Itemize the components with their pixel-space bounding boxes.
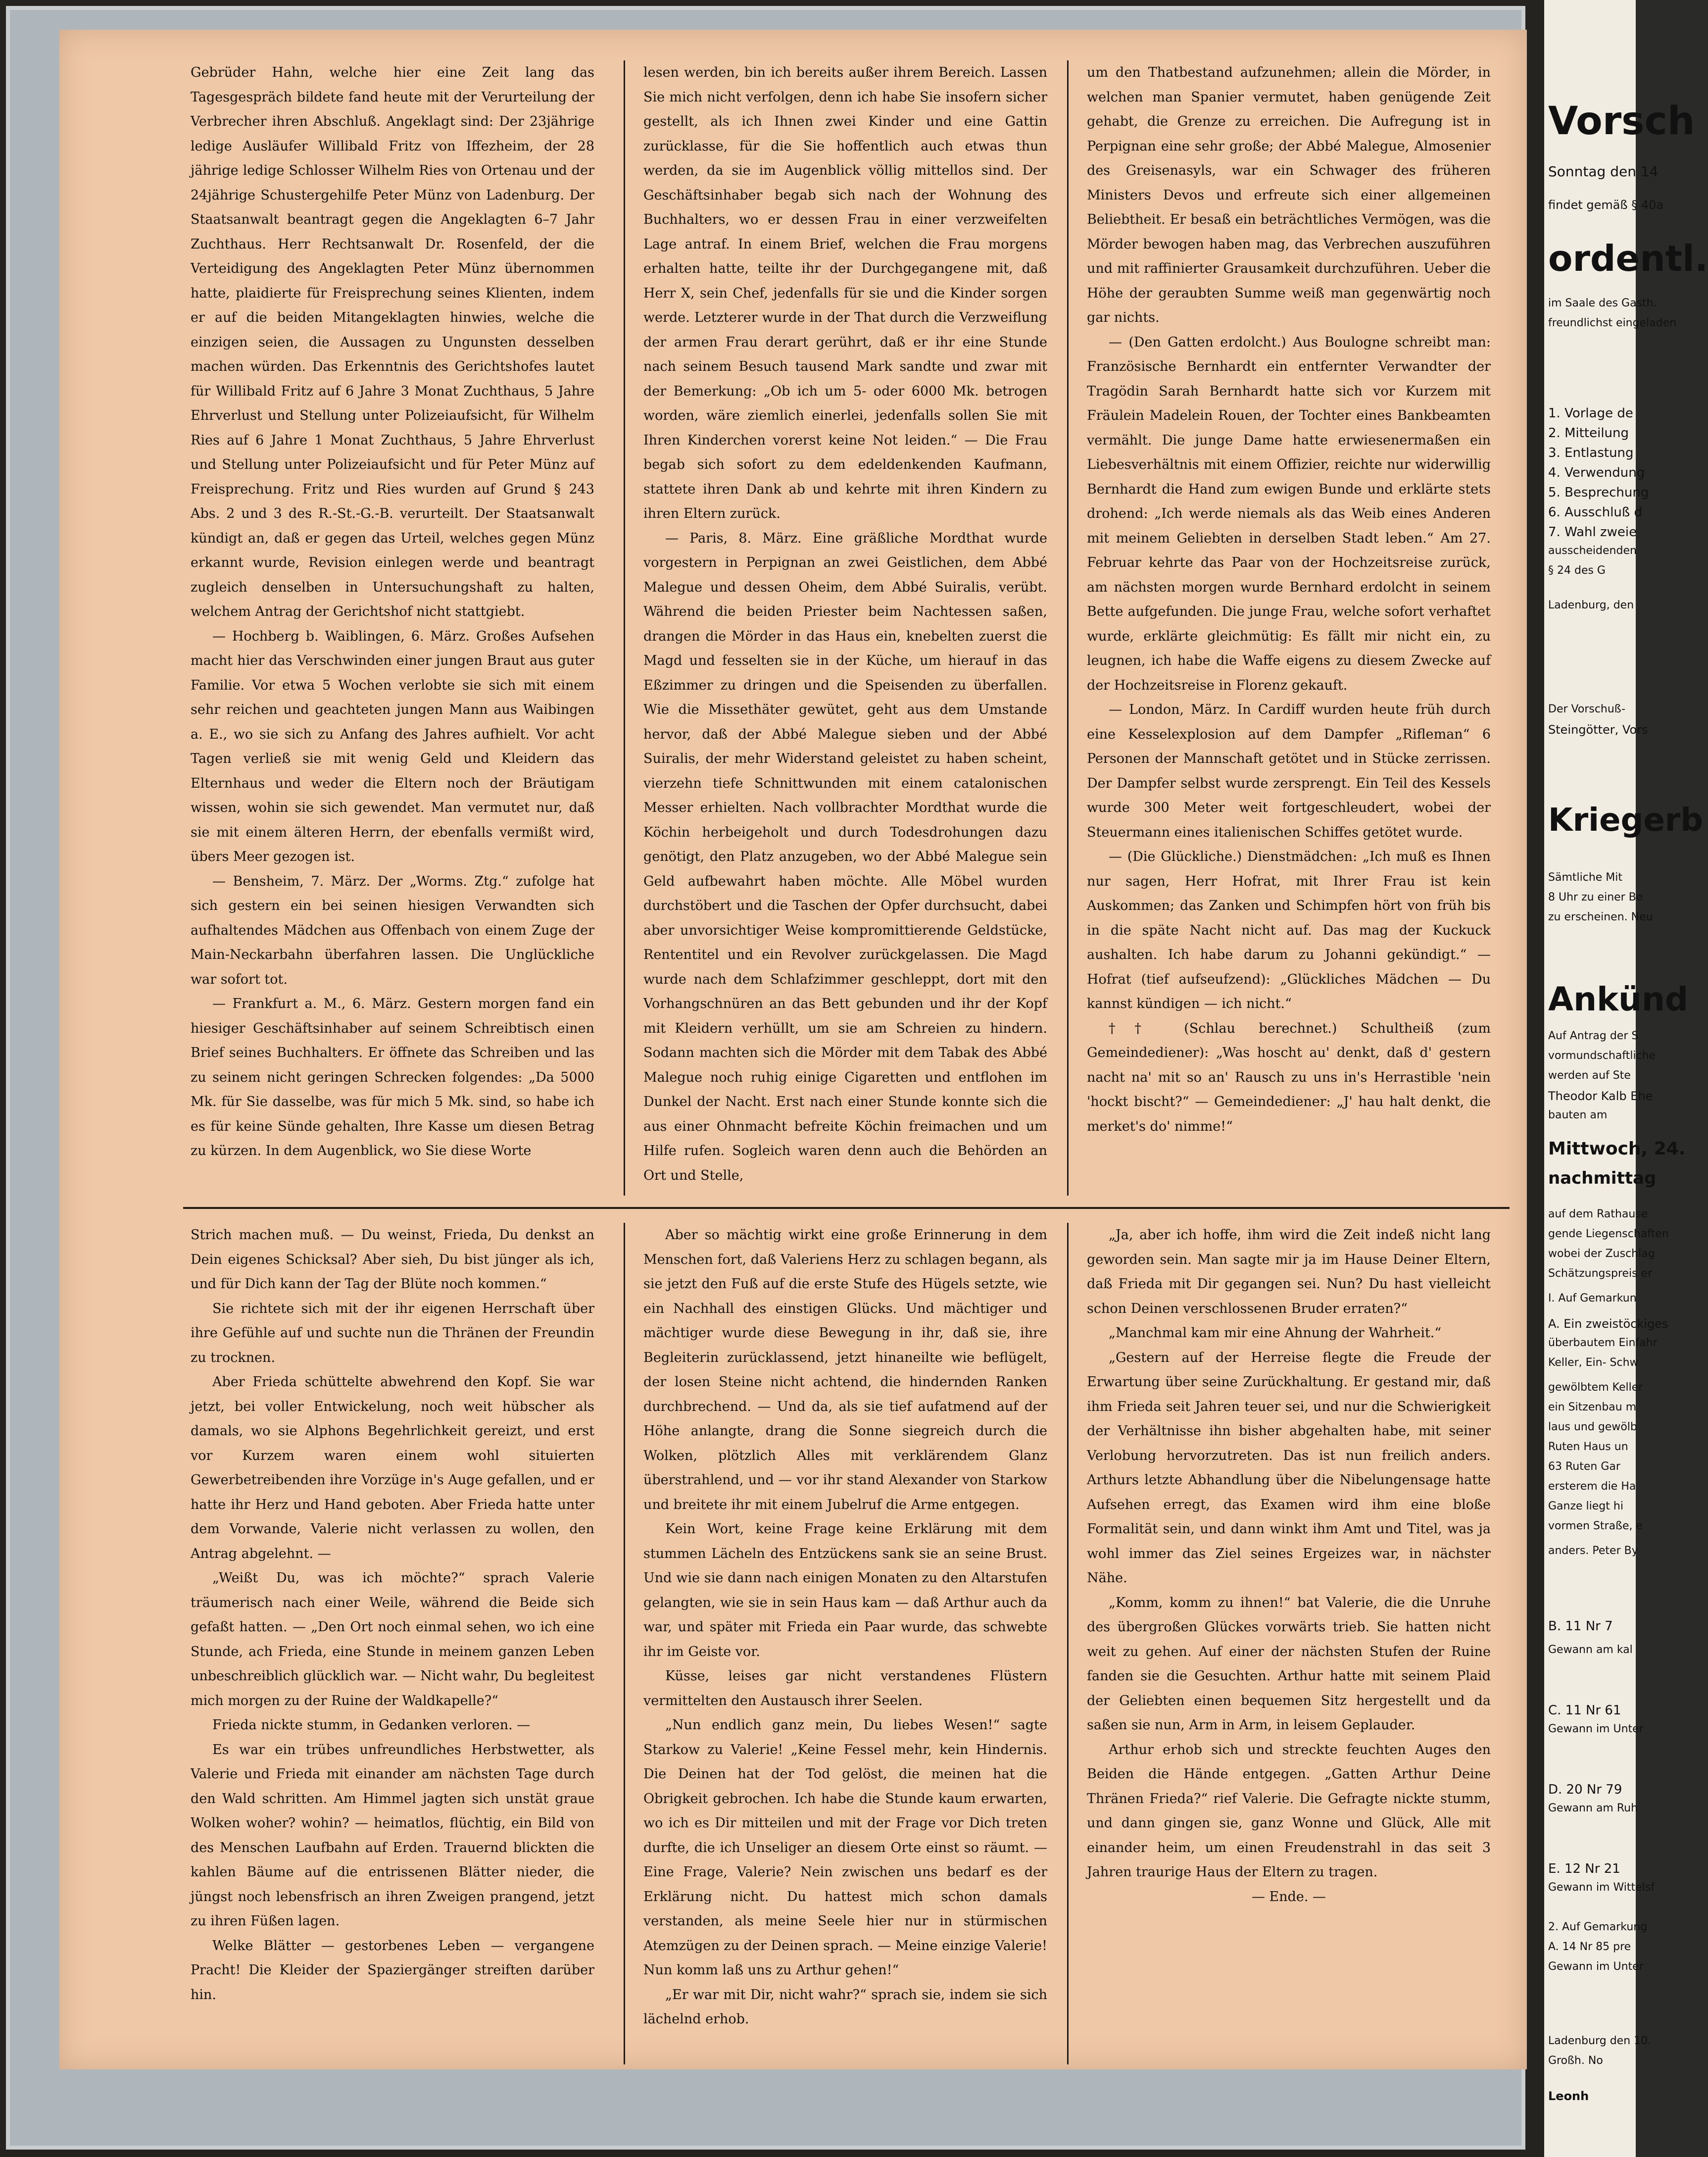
adjacent-page-line: § 24 des G — [1548, 564, 1606, 577]
paragraph: — Paris, 8. März. Eine gräßliche Mordthat wurde vorgestern in Perpignan an zwei Geistlichen, dem Abbé Malegue und dessen Oheim, dem Abbé Suiralis, verübt. Während die beiden Priester beim Nachtessen saßen, drangen die Mörder in das Haus ein, knebelten zuerst die Magd und fesselten sie in der Küche, um hierauf in das Eßzimmer zu dringen und die Speisenden zu überfallen. Wie die Missethäter gewütet, geht aus dem Umstande hervor, daß der Abbé Malegue sieben und der Abbé Suiralis, der mehr Widerstand geleistet zu haben scheint, vierzehn tiefe Schnittwunden mit einem catalonischen Messer erhielten. Nach vollbrachter Mordthat wurde die Köchin herbeigeholt und durch Todesdrohungen dazu genötigt, den Platz anzugeben, wo der Abbé Malegue sein Geld aufbewahrt haben möchte. Alle Möbel wurden durchstöbert und die Taschen der Opfer durchsucht, dabei aber unvorsichtiger Weise kompromittierende Geldstücke, Rententitel und ein Revolver zurückgelassen. Die Magd wurde nach dem Schlafzimmer geschleppt, dort mit den Vorhangschnüren an das Bett gebunden und ihr der Kopf mit Kleidern verhüllt, um sie am Schreien zu hindern. Sodann machten sich die Mörder mit dem Tabak des Abbé Malegue noch ruhig einige Cigaretten und entflohen im Dunkel der Nacht. Erst nach einer Stunde konnte sich die aus einer Ohnmacht befreite Köchin freimachen und um Hilfe rufen. Sogleich waren denn auch die Behörden an Ort und Stelle, — [643, 530, 1047, 1183]
newspaper-page — [59, 30, 1527, 2069]
adjacent-page-line: freundlichst eingeladen — [1548, 317, 1677, 329]
adjacent-page-line: C. 11 Nr 61 — [1548, 1703, 1621, 1718]
paragraph: — (Die Glückliche.) Dienstmädchen: „Ich muß es Ihnen nur sagen, Herr Hofrat, mit Ihrer Frau ist kein Auskommen; das Zanken und Schimpfen hört von früh bis in die späte Nacht nicht auf. Das mag der Kuckuck aushalten. Ich habe darum zu Johanni gekündigt.“ — Hofrat (tief aufseufzend): „Glückliches Mädchen — Du kannst kündigen — ich nicht.“ — [1087, 849, 1491, 1011]
paragraph: Gebrüder Hahn, welche hier eine Zeit lang das Tagesgespräch bildete fand heute mit der Verurteilung der Verbrecher ihren Abschluß. Angeklagt sind: Der 23jährige ledige Ausläufer Willibald Fritz von Iffezheim, der 28 jährige ledige Schlosser Wilhelm Ries von Ortenau und der 24jährige Schustergehilfe Peter Münz von Ladenburg. Der Staatsanwalt beantragt gegen die Angeklagten 6–7 Jahr Zuchthaus. Herr Rechtsanwalt Dr. Rosenfeld, der die Verteidigung des Angeklagten Peter Münz übernommen hatte, plaidierte für Freisprechung seines Klienten, indem er auf die beiden Mitangeklagten hinwies, welche die einzigen seien, die Aussagen zu Ungunsten desselben machen würden. Das Erkenntnis des Gerichtshofes lautet für Willibald Fritz auf 6 Jahre 3 Monat Zuchthaus, 5 Jahre Ehrverlust und Stellung unter Polizeiaufsicht, für Wilhelm Ries auf 6 Jahre 1 Monat Zuchthaus, 5 Jahre Ehrverlust und Stellung unter Polizeiaufsicht und für Peter Münz auf Freisprechung. Fritz und Ries wurden auf Grund § 243 Abs. 2 und 3 des R.-St.-G.-B. verurteilt. Der Staatsanwalt kündigt an, daß er gegen das Urteil, welches gegen Münz erkannt wurde, Revision einlegen werde und beantragt zugleich denselben in Untersuchungshaft zu halten, welchem Antrag der Gerichtshof nicht stattgiebt. — [191, 65, 594, 619]
adjacent-page-line: 3. Entlastung — [1548, 446, 1634, 460]
adjacent-page-line: 7. Wahl zweie — [1548, 525, 1637, 540]
adjacent-page-line: 4. Verwendung — [1548, 465, 1645, 480]
adjacent-page-line: Gewann im Wittelsf — [1548, 1881, 1655, 1894]
paragraph: Arthur erhob sich und streckte feuchten Auges den Beiden die Hände entgegen. „Gatten Arthur Deine Thränen Frieda?“ rief Valerie. Die Gefragte nickte stumm, und dann gingen sie, ganz Wonne und Glück, Alle mit einander heim, um einen Freudenstrahl in das seit 3 Jahren traurige Haus der Eltern zu tragen. — [1087, 1742, 1491, 1880]
column-rule — [1067, 60, 1069, 1196]
column-bottom-middle — [643, 1223, 1047, 2064]
paragraph: Strich machen muß. — Du weinst, Frieda, Du denkst an Dein eigenes Schicksal? Aber sieh, Du bist jünger als ich, und für Dich kann der Tag der Blüte noch kommen.“ — [191, 1227, 594, 1292]
column-top-middle — [643, 60, 1047, 1196]
column-bottom-right — [1087, 1223, 1491, 2064]
adjacent-page-line: Gewann im Unter — [1548, 1960, 1644, 1973]
paragraph: „Er war mit Dir, nicht wahr?“ sprach sie, indem sie sich lächelnd erhob. — [643, 1987, 1047, 2027]
adjacent-page-line: ersterem die Ha — [1548, 1480, 1636, 1493]
paragraph: „Komm, komm zu ihnen!“ bat Valerie, die die Unruhe des übergroßen Glückes vorwärts trieb. Sie hatten nicht weit zu gehen. Auf einer der nächsten Stufen der Ruine fanden sie die Gesuchten. Arthur hatte mit seinem Plaid der Geliebten einen bequemen Sitz hergestellt und da saßen sie nun, Arm in Arm, in leisem Geplauder. — [1087, 1595, 1491, 1733]
adjacent-page-line: B. 11 Nr 7 — [1548, 1619, 1613, 1634]
adjacent-page-line: Keller, Ein- Schw — [1548, 1356, 1639, 1369]
paragraph: Aber so mächtig wirkt eine große Erinnerung in dem Menschen fort, daß Valeriens Herz zu schlagen begann, als sie jetzt den Fuß auf die erste Stufe des Hügels setzte, wie ein Nachhall des einstigen Glücks. Und mächtiger und mächtiger wurde diese Bewegung in ihr, daß sie, ihre Begleiterin zurücklassend, jetzt hinaneilte wie beflügelt, der losen Steine nicht achtend, die hindernden Ranken durchbrechend. — Und da, als sie tief aufatmend auf der Höhe anlangte, drang die Sonne siegreich durch die Wolken, plötzlich Alles mit verklärendem Glanz überstrahlend, und — vor ihr stand Alexander von Starkow und breitete ihr mit einem Jubelruf die Arme entgegen. — [643, 1227, 1047, 1512]
adjacent-page-line: ausscheidenden — [1548, 545, 1637, 557]
adjacent-page-line: Gewann im Unter — [1548, 1723, 1644, 1735]
adjacent-page-line: 5. Besprechung — [1548, 485, 1649, 500]
adjacent-page-line: E. 12 Nr 21 — [1548, 1861, 1620, 1876]
paragraph: „Gestern auf der Herreise flegte die Freude der Erwartung über seine Zurückhaltung. Er gestand mir, daß ihm Frieda seit Jahren teuer sei, und nur die Schwierigkeit der Verhältnisse ihn bisher abgehalten habe, mit seiner Verlobung hervorzutreten. Das ist nun freilich anders. Arthurs letzte Abhandlung über die Nibelungensage hatte Aufsehen erregt, das Examen wird ihm eine bloße Formalität sein, und dann winkt ihm Amt und Titel, was ja wohl immer das Ziel seines Ergeizes war, in nächster Nähe. — [1087, 1350, 1491, 1586]
adjacent-page-line: werden auf Ste — [1548, 1069, 1631, 1082]
column-top-right — [1087, 60, 1491, 1196]
adjacent-page-line: Kriegerb — [1548, 802, 1704, 839]
paragraph: lesen werden, bin ich bereits außer ihrem Bereich. Lassen Sie mich nicht verfolgen, denn ich habe Sie insofern sicher gestellt, als ich Ihnen zwei Kinder und eine Gattin zurücklasse, für die Sie hoffentlich auch etwas thun werden, da sie im Augenblick völlig mittellos sind. Der Geschäftsinhaber begab sich nach der Wohnung des Buchhalters, wo er dessen Frau in einer verzweifelten Lage antraf. In einem Brief, welchen die Frau morgens erhalten hatte, teilte ihr der Durchgegangene mit, daß Herr X, sein Chef, jedenfalls für sie und die Kinder sorgen werde. Letzterer wurde in der That durch die Verzweiflung der armen Frau derart gerührt, daß er ihr eine Stunde nach seinem Besuch tausend Mark sandte und zwar mit der Bemerkung: „Ob ich um 5- oder 6000 Mk. betrogen worden, wäre ziemlich einerlei, jedenfalls sollen Sie mit Ihren Kinderchen vorerst keine Not leiden.“ — Die Frau begab sich sofort zu dem edeldenkenden Kaufmann, stattete ihren Dank ab und kehrte mit ihren Kindern zu ihren Eltern zurück. — [643, 65, 1047, 521]
adjacent-page-line: Der Vorschuß- — [1548, 703, 1626, 715]
paragraph: — Frankfurt a. M., 6. März. Gestern morgen fand ein hiesiger Geschäftsinhaber auf seinem Schreibtisch einen Brief seines Buchhalters. Er öffnete das Schreiben und las zu seinem nicht geringen Schrecken folgendes: „Da 5000 Mk. für Sie dasselbe, was für mich 5 Mk. sind, so habe ich es für keine Sünde gehalten, Ihre Kasse um diesen Betrag zu kürzen. In dem Augenblick, wo Sie diese Worte — [191, 996, 594, 1158]
paragraph: „Nun endlich ganz mein, Du liebes Wesen!“ sagte Starkow zu Valerie! „Keine Fessel mehr, kein Hindernis. Die Deinen hat der Tod gelöst, die meinen hat die Obrigkeit gebrochen. Ich habe die Stunde kaum erwarten, wo ich es Dir mitteilen und mit der Frage vor Dich treten durfte, die ich Unseliger an diesem Orte einst so räumt. — Eine Frage, Valerie? Nein zwischen uns bedarf es der Erklärung nicht. Du hattest mich schon damals verstanden, als meine Seele hier nur in stürmischen Atemzügen zu der Deinen sprach. — Meine einzige Valerie! Nun komm laß uns zu Arthur gehen!“ — [643, 1717, 1047, 1978]
paragraph: Aber Frieda schüttelte abwehrend den Kopf. Sie war jetzt, bei voller Entwickelung, noch weit hübscher als damals, wo sie Alphons Begehrlichkeit gereizt, und erst vor Kurzem waren einem wohl situierten Gewerbetreibenden ihre Vorzüge in's Auge gefallen, und er hatte ihr Herz und Hand geboten. Aber Frieda hatte unter dem Vorwande, Valerie nicht verlassen zu wollen, den Antrag abgelehnt. — — [191, 1374, 594, 1561]
adjacent-page-fragment — [1544, 0, 1708, 2157]
column-rule — [624, 60, 625, 1196]
adjacent-page-line: überbautem Einfahr — [1548, 1337, 1658, 1349]
adjacent-page-line: Ladenburg den 10. — [1548, 2035, 1652, 2047]
paragraph: um den Thatbestand aufzunehmen; allein die Mörder, in welchen man Spanier vermutet, haben genügende Zeit gehabt, die Grenze zu erreichen. Die Aufregung ist in Perpignan eine sehr große; der Abbé Malegue, Almosenier des Greisenasyls, war ein Schwager des früheren Ministers Devos und erfreute sich einer allgemeinen Beliebtheit. Er besaß ein beträchtliches Vermögen, was die Mörder bewogen haben mag, das Verbrechen auszuführen und mit raffinierter Grausamkeit durchzuführen. Ueber die Höhe der geraubten Summe weiß man gegenwärtig noch gar nichts. — [1087, 65, 1491, 325]
adjacent-page-line: 63 Ruten Gar — [1548, 1460, 1620, 1473]
paragraph: — Hochberg b. Waiblingen, 6. März. Großes Aufsehen macht hier das Verschwinden einer jungen Braut aus guter Familie. Vor etwa 5 Wochen verlobte sie sich mit einem sehr reichen und geachteten jungen Mann aus Waibingen a. E., wo sie sich zu Anfang des Jahres aufhielt. Vor acht Tagen verließ sie mit wenig Geld und Kleidern das Elternhaus und weder die Eltern noch der Bräutigam wissen, wohin sie sich gewendet. Man vermutet nur, daß sie mit einem älteren Herrn, der ebenfalls vermißt wird, übers Meer gezogen ist. — [191, 628, 594, 864]
adjacent-page-line: nachmittag — [1548, 1168, 1657, 1188]
adjacent-page-line: 8 Uhr zu einer Be — [1548, 891, 1643, 903]
adjacent-page-line: Ganze liegt hi — [1548, 1500, 1623, 1512]
paragraph: †† (Schlau berechnet.) Schultheiß (zum Gemeindediener): „Was hoscht au' denkt, daß d' gestern nacht na' mit so an' Rausch zu uns in's Herrastible 'nein 'hockt bischt?“ — Gemeindediener: „J' hau halt denkt, die merket's do' nimme!“ — [1087, 1020, 1491, 1134]
paragraph: „Manchmal kam mir eine Ahnung der Wahrheit.“ — [1109, 1325, 1442, 1341]
adjacent-page-line: anders. Peter By — [1548, 1545, 1638, 1557]
adjacent-page-line: Gewann am kal — [1548, 1644, 1633, 1656]
adjacent-page-line: I. Auf Gemarkun — [1548, 1292, 1637, 1304]
adjacent-page-line: Mittwoch, 24. — [1548, 1139, 1686, 1159]
paragraph: „Weißt Du, was ich möchte?“ sprach Valerie träumerisch nach einer Weile, während die Beide sich gefaßt hatten. — „Den Ort noch einmal sehen, wo ich eine Stunde, ach Frieda, eine Stunde in meinem ganzen Leben unbeschreiblich glücklich war. — Nicht wahr, Du begleitest mich morgen zu der Ruine der Waldkapelle?“ — [191, 1570, 594, 1708]
adjacent-page-line: laus und gewölb — [1548, 1421, 1637, 1433]
adjacent-page-line: auf dem Rathause — [1548, 1208, 1648, 1220]
adjacent-page-line: Auf Antrag der S — [1548, 1030, 1639, 1042]
paragraph: Kein Wort, keine Frage keine Erklärung mit dem stummen Lächeln des Entzückens sank sie an seine Brust. Und wie sie dann nach einigen Monaten zu den Altarstufen gelangten, wie sie in sein Haus kam — daß Arthur auch da war, und später mit Frieda ein Paar wurde, das schwebte ihr im Geiste vor. — [643, 1521, 1047, 1659]
adjacent-page-line: Ladenburg, den — [1548, 599, 1634, 611]
adjacent-page-line: ordentl. — [1548, 238, 1708, 279]
end-mark: — Ende. — — [1251, 1889, 1326, 1905]
adjacent-page-line: vormundschaftliche — [1548, 1050, 1656, 1062]
adjacent-page-line: Gewann am Ruh — [1548, 1802, 1638, 1814]
adjacent-page-line: findet gemäß § 40a — [1548, 198, 1664, 212]
adjacent-page-line: bauten am — [1548, 1109, 1608, 1121]
column-rule — [1067, 1223, 1069, 2064]
adjacent-page-line: A. Ein zweistöckiges — [1548, 1317, 1668, 1331]
paragraph: Küsse, leises gar nicht verstandenes Flüstern vermittelten den Austausch ihrer Seelen. — [643, 1668, 1047, 1708]
paragraph: Frieda nickte stumm, in Gedanken verloren. — — [212, 1717, 531, 1733]
paragraph: „Ja, aber ich hoffe, ihm wird die Zeit indeß nicht lang geworden sein. Man sagte mir ja im Hause Deiner Eltern, daß Frieda mit Dir gegangen sei. Nun? Du hast vielleicht schon Deinen verschlossenen Bruder erraten?“ — [1087, 1227, 1491, 1316]
adjacent-page-line: vormen Straße, e — [1548, 1520, 1643, 1532]
paragraph: Es war ein trübes unfreundliches Herbstwetter, als Valerie und Frieda mit einander am nächsten Tage durch den Wald schritten. Am Himmel jagten sich unstät graue Wolken woher? wohin? — heimatlos, flüchtig, ein Bild von des Menschen Laufbahn auf Erden. Trauernd blickten die kahlen Bäume auf die entrissenen Blätter nieder, die jüngst noch lebensfrisch an ihren Zweigen prangend, jetzt zu ihren Füßen lagen. — [191, 1742, 594, 1929]
adjacent-page-line: Sämtliche Mit — [1548, 871, 1623, 884]
adjacent-page-line: 1. Vorlage de — [1548, 406, 1633, 421]
adjacent-page-line: Theodor Kalb Ehe — [1548, 1089, 1653, 1103]
section-divider — [183, 1207, 1510, 1209]
adjacent-page-line: ein Sitzenbau m — [1548, 1401, 1637, 1413]
adjacent-page-line: Ankünd — [1548, 980, 1689, 1018]
adjacent-page-line: zu erscheinen. Neu — [1548, 911, 1653, 923]
adjacent-page-line: 2. Mitteilung — [1548, 426, 1629, 441]
adjacent-page-line: Ruten Haus un — [1548, 1441, 1628, 1453]
adjacent-page-line: D. 20 Nr 79 — [1548, 1782, 1622, 1797]
paragraph: — London, März. In Cardiff wurden heute früh durch eine Kesselexplosion auf dem Dampfer „Rifleman“ 6 Personen der Mannschaft getötet und in Stücke zerrissen. Der Dampfer selbst wurde zersprengt. Ein Teil des Kessels wurde 300 Meter weit fortgeschleudert, wobei der Steuermann eines italienischen Schiffes getötet wurde. — [1087, 702, 1491, 840]
column-top-left — [191, 60, 594, 1196]
adjacent-page-line: A. 14 Nr 85 pre — [1548, 1941, 1631, 1953]
paragraph: Welke Blätter — gestorbenes Leben — vergangene Pracht! Die Kleider der Spaziergänger streiften darüber hin. — [191, 1938, 594, 2003]
adjacent-page-line: Schätzungspreis er — [1548, 1267, 1653, 1280]
adjacent-page-line: 6. Ausschluß d — [1548, 505, 1643, 520]
adjacent-page-line: Steingötter, Vors — [1548, 723, 1648, 737]
adjacent-page-line: 2. Auf Gemarkung — [1548, 1921, 1648, 1933]
column-bottom-left — [191, 1223, 594, 2064]
adjacent-page-line: Vorsch — [1548, 99, 1695, 144]
adjacent-page-line: Großh. No — [1548, 2055, 1603, 2067]
paragraph: — Bensheim, 7. März. Der „Worms. Ztg.“ zufolge hat sich gestern ein bei seinen hiesigen Verwandten sich aufhaltendes Mädchen aus Offenbach von einem Zuge der Main-Neckarbahn überfahren lassen. Die Unglückliche war sofort tot. — [191, 873, 594, 987]
paragraph: Sie richtete sich mit der ihr eigenen Herrschaft über ihre Gefühle auf und suchte nun die Thränen der Freundin zu trocknen. — [191, 1301, 594, 1365]
adjacent-page-line: im Saale des Gasth. — [1548, 297, 1657, 309]
adjacent-page-line: gewölbtem Keller — [1548, 1381, 1643, 1394]
adjacent-page-line: Leonh — [1548, 2089, 1589, 2103]
column-rule — [624, 1223, 625, 2064]
adjacent-page-line: Sonntag den 14 — [1548, 163, 1659, 180]
adjacent-page-line: wobei der Zuschlag — [1548, 1248, 1655, 1260]
paragraph: — (Den Gatten erdolcht.) Aus Boulogne schreibt man: Französische Bernhardt ein entfernter Verwandter der Tragödin Sarah Bernhardt hatte sich vor Kurzem mit Fräulein Madelein Rouen, der Tochter eines Bankbeamten vermählt. Die junge Dame hatte erwiesenermaßen ein Liebesverhältnis mit einem Offizier, reichte nur widerwillig Bernhardt die Hand zum ewigen Bunde und erklärte stets drohend: „Ich werde niemals als das Weib eines Anderen mit meinem Geliebten in derselben Stadt leben.“ Am 27. Februar kehrte das Paar von der Hochzeitsreise zurück, am nächsten morgen wurde Bernhard erdolcht in seinem Bette aufgefunden. Die junge Frau, welche sofort verhaftet wurde, erklärte gleichmütig: Es fällt mir nicht ein, zu leugnen, ich habe die Waffe eigens zu diesem Zwecke auf der Hochzeitsreise in Florenz gekauft. — [1087, 334, 1491, 693]
adjacent-page-line: gende Liegenschaften — [1548, 1228, 1669, 1240]
